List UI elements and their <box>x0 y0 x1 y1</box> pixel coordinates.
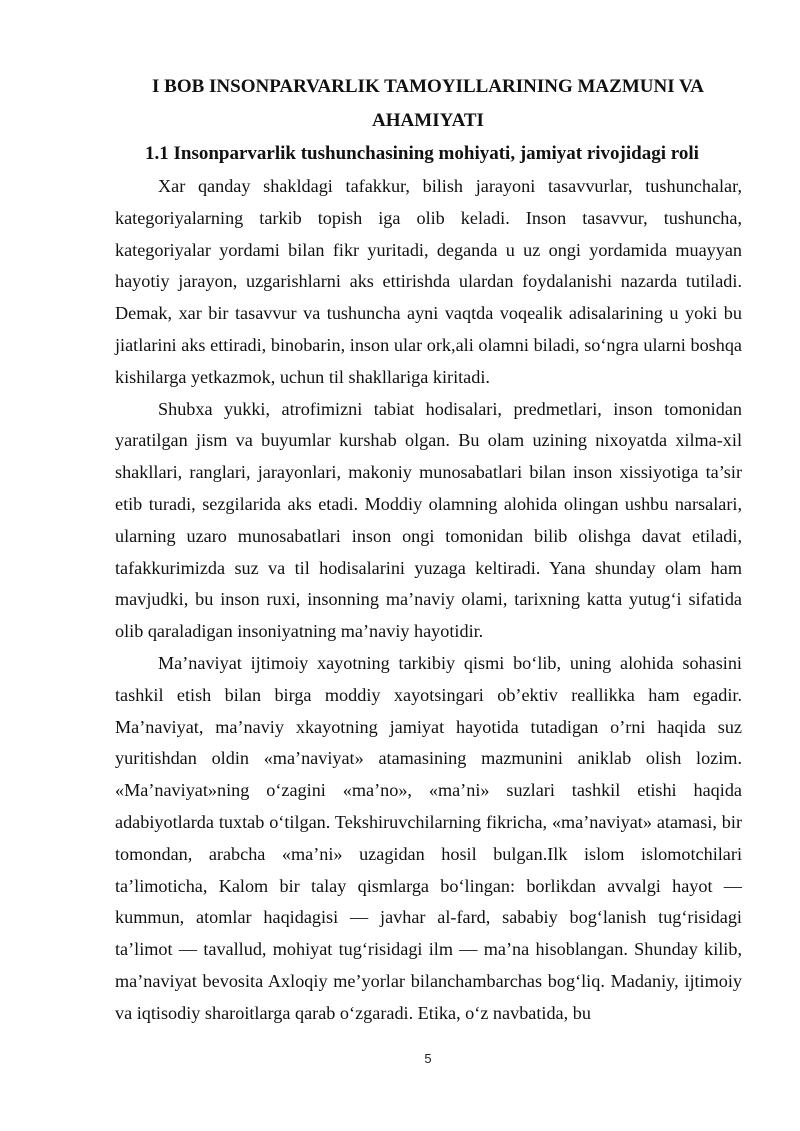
section-title: 1.1 Insonparvarlik tushunchasining mohiyati, jamiyat rivojidagi roli <box>145 143 699 164</box>
body-text <box>115 171 742 1030</box>
page-number: 5 <box>424 1051 432 1066</box>
paragraph: Xar qanday shakldagi tafakkur, bilish jarayoni tasavvurlar, tushunchalar, kategoriyalarning tarkib topish iga olib keladi. Inson tasavvur, tushuncha, kategoriyalar yordami bilan fikr yuritadi, deganda u uz ongi yordamida muayyan hayotiy jarayon, uzgarishlarni aks ettirishda ulardan foydalanishi nazarda tutiladi. Demak, xar bir tasavvur va tushuncha ayni vaqtda voqealik adisalarining u yoki bu jiatlarini aks ettiradi, binobarin, inson ular ork,ali olamni biladi, so‘ngra ularni boshqa kishilarga yetkazmok, uchun til shakllariga kiritadi. <box>115 176 742 387</box>
paragraph: Shubxa yukki, atrofimizni tabiat hodisalari, predmetlari, inson tomonidan yaratilgan jism va buyumlar kurshab olgan. Bu olam uzining nixoyatda xilma-xil shakllari, ranglari, jarayonlari, makoniy munosabatlari bilan inson xissiyotiga ta’sir etib turadi, sezgilarida aks etadi. Moddiy olamning alohida olingan ushbu narsalari, ularning uzaro munosabatlari inson ongi tomonidan bilib olishga davat etiladi, tafakkurimizda suz va til hodisalarini yuzaga keltiradi. Yana shunday olam ham mavjudki, bu inson ruxi, insonning ma’naviy olami, tarixning katta yutug‘i sifatida olib qaraladigan insoniyatning ma’naviy hayotidir. <box>115 398 742 642</box>
paragraph: Ma’naviyat ijtimoiy xayotning tarkibiy qismi bo‘lib, uning alohida sohasini tashkil etish bilan birga moddiy xayotsingari ob’ektiv reallikka ham egadir. Ma’naviyat, ma’naviy xkayotning jamiyat hayotida tutadigan o’rni haqida suz yuritishdan oldin «ma’naviyat» atamasining mazmunini aniklab olish lozim. «Ma’naviyat»ning o‘zagini «ma’no», «ma’ni» suzlari tashkil etishi haqida adabiyotlarda tuxtab o‘tilgan. Tekshiruvchilarning fikricha, «ma’naviyat» atamasi, bir tomondan, arabcha «ma’ni» uzagidan hosil bulgan.Ilk islom islomotchilari ta’limoticha, Kalom bir talay qismlarga bo‘lingan: borlikdan avvalgi hayot — kummun, atomlar haqidagisi — javhar al-fard, sababiy bog‘lanish tug‘risidagi ta’limot — tavallud, mohiyat tug‘risidagi ilm — ma’na hisoblangan. Shunday kilib, ma’naviyat bevosita Axloqiy me’yorlar bilanchambarchas bog‘liq. Madaniy, ijtimoiy va iqtisodiy sharoitlarga qarab o‘zgaradi. Etika, o‘z navbatida, bu <box>115 652 742 1023</box>
chapter-title: I BOB INSONPARVARLIK TAMOYILLARINING MAZMUNI VA AHAMIYATI <box>152 76 704 131</box>
